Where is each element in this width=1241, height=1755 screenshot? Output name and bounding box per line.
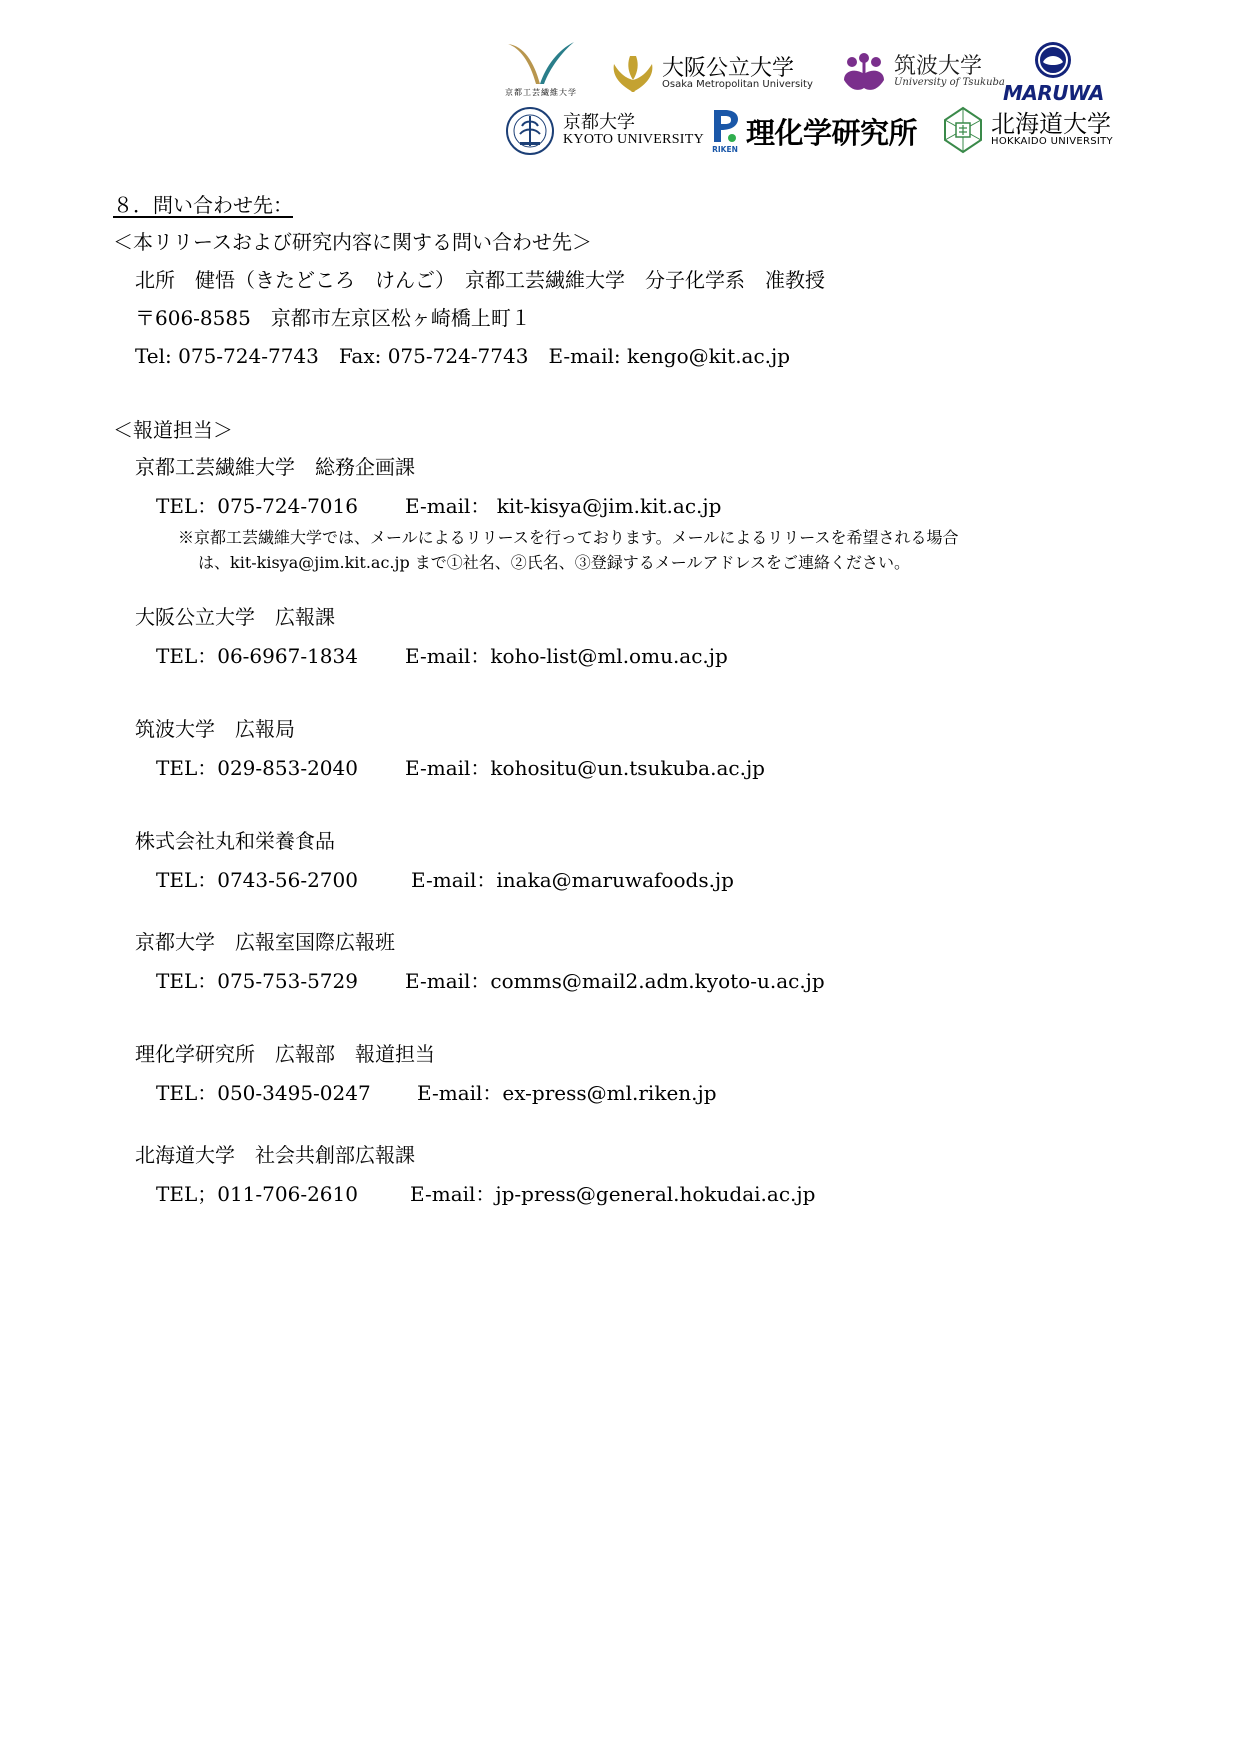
research-address: 〒606-8585 京都市左京区松ヶ崎橋上町１ — [135, 306, 531, 330]
omu-ginkgo-icon — [610, 54, 656, 94]
kyoto-logo-sub: KYOTO UNIVERSITY — [563, 132, 705, 148]
kit-logo — [505, 40, 577, 98]
press-hokudai-org: 北海道大学 社会共創部広報課 — [135, 1143, 415, 1167]
kyoto-logo-name: 京都大学 — [563, 112, 635, 134]
press-hokudai-email: E-mail：jp-press@general.hokudai.ac.jp — [410, 1182, 816, 1206]
kyoto-emblem-icon — [505, 106, 555, 156]
hokudai-logo — [941, 106, 1113, 154]
omu-logo — [610, 54, 813, 94]
maruwa-logo-name: MARUWA — [1003, 81, 1104, 105]
press-tsukuba-tel: TEL：029-853-2040 — [156, 756, 358, 780]
riken-logo — [710, 108, 917, 154]
press-kit-tel: TEL：075-724-7016 — [156, 494, 358, 518]
press-maruwa-email: E-mail：inaka@maruwafoods.jp — [411, 868, 734, 892]
tsukuba-logo-name: 筑波大学 — [894, 54, 983, 80]
tsukuba-logo — [840, 50, 1005, 94]
press-tsukuba-org: 筑波大学 広報局 — [135, 717, 295, 741]
riken-mark-icon — [710, 108, 740, 154]
kyoto-logo — [505, 106, 704, 156]
press-omu-org: 大阪公立大学 広報課 — [135, 605, 335, 629]
hokudai-logo-name: 北海道大学 — [991, 110, 1111, 139]
press-kyoto-org: 京都大学 広報室国際広報班 — [135, 930, 395, 954]
press-kit-note-line1: ※京都工芸繊維大学では、メールによるリリースを行っております。メールによるリリースを希望される場合 — [178, 528, 959, 547]
press-kit-email: E-mail： kit-kisya@jim.kit.ac.jp — [405, 494, 722, 518]
research-contact: 北所 健悟（きたどころ けんご） 京都工芸繊維大学 分子化学系 准教授 — [135, 268, 825, 292]
press-omu-tel: TEL：06-6967-1834 — [156, 644, 358, 668]
press-kyoto-email: E-mail：comms@mail2.adm.kyoto-u.ac.jp — [405, 969, 825, 993]
kit-v-mark-icon — [506, 40, 576, 86]
tsukuba-logo-sub: University of Tsukuba — [894, 77, 1005, 89]
riken-mark-text: RIKEN — [712, 145, 738, 154]
tsukuba-paulownia-icon — [840, 50, 888, 94]
riken-logo-name: 理化学研究所 — [746, 115, 918, 150]
press-kit-note-line2: は、kit-kisya@jim.kit.ac.jp まで①社名、②氏名、③登録するメールアドレスをご連絡ください。 — [198, 553, 910, 572]
kit-logo-name: 京都工芸繊維大学 — [505, 88, 577, 97]
press-riken-org: 理化学研究所 広報部 報道担当 — [135, 1042, 435, 1066]
press-kit-org: 京都工芸繊維大学 総務企画課 — [135, 455, 415, 479]
logo-banner — [505, 40, 1135, 165]
omu-logo-sub: Osaka Metropolitan University — [662, 79, 813, 91]
press-tsukuba-email: E-mail：kohositu@un.tsukuba.ac.jp — [405, 756, 765, 780]
press-kyoto-tel: TEL：075-753-5729 — [156, 969, 358, 993]
omu-logo-name: 大阪公立大学 — [662, 56, 795, 82]
research-heading: ＜本リリースおよび研究内容に関する問い合わせ先＞ — [113, 230, 592, 254]
press-riken-tel: TEL：050-3495-0247 — [156, 1081, 371, 1105]
research-phones: Tel: 075-724-7743 Fax: 075-724-7743 E-mail: kengo@kit.ac.jp — [135, 344, 791, 368]
hokudai-emblem-icon — [941, 106, 985, 154]
section-title: ８．問い合わせ先： — [113, 193, 293, 217]
hokudai-logo-sub: HOKKAIDO UNIVERSITY — [991, 136, 1113, 148]
press-omu-email: E-mail：koho-list@ml.omu.ac.jp — [405, 644, 728, 668]
maruwa-logo — [1003, 40, 1104, 105]
press-heading: ＜報道担当＞ — [113, 418, 233, 442]
press-riken-email: E-mail：ex-press@ml.riken.jp — [417, 1081, 717, 1105]
maruwa-emblem-icon — [1033, 40, 1073, 80]
press-maruwa-tel: TEL：0743-56-2700 — [156, 868, 358, 892]
press-hokudai-tel: TEL；011-706-2610 — [156, 1182, 358, 1206]
press-maruwa-org: 株式会社丸和栄養食品 — [135, 829, 335, 853]
